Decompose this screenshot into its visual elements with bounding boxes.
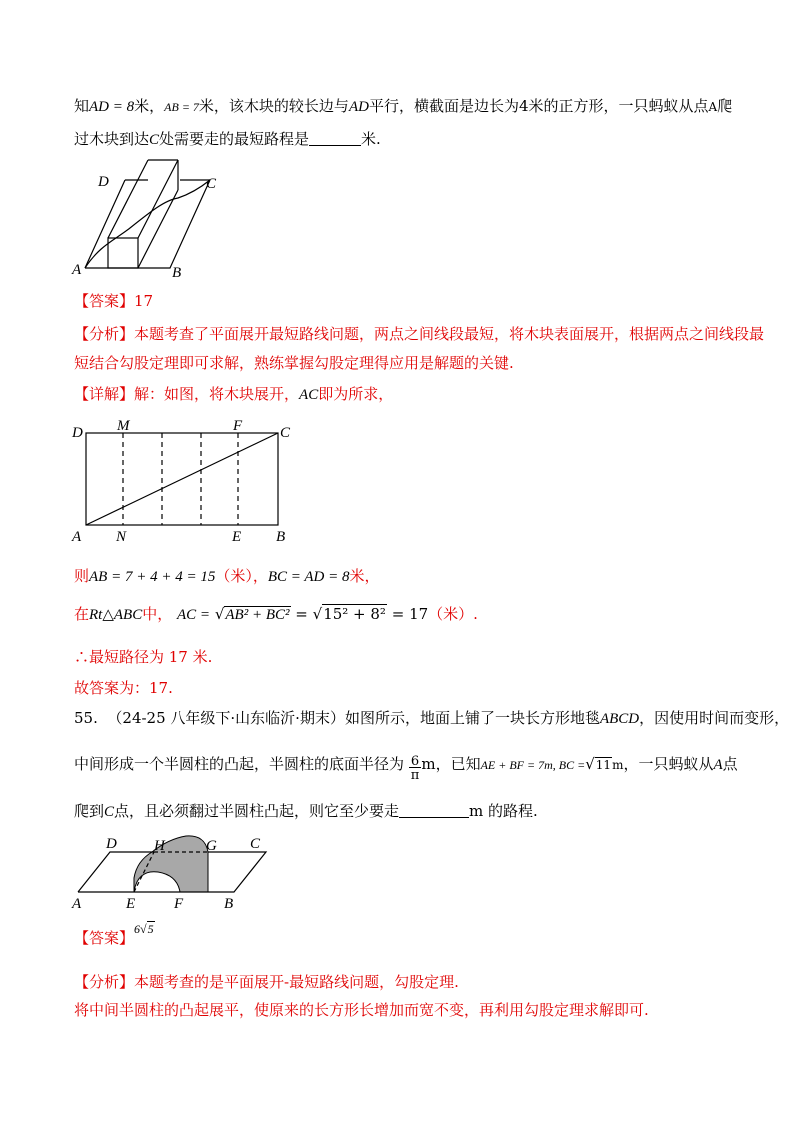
label-B: B: [224, 896, 234, 910]
label-E: E: [126, 896, 136, 910]
label-A: A: [72, 896, 82, 910]
q55-stem-line2: 中间形成一个半圆柱的凸起，半圆柱的底面半径为 $\frac{6}{\pi}m$，已知AE + BF = 7m, BC =√11m，一只蚂蚁从A点: [74, 754, 738, 783]
q54-analysis-line1: 【分析】本题考查了平面展开最短路线问题，两点之间线段最短，将木块表面展开，根据两点之间线段最: [74, 325, 765, 343]
q54-conclusion: ∴最短路径为 17 米.: [74, 648, 213, 666]
label-C: C: [250, 836, 261, 852]
label-C: C: [206, 176, 217, 192]
label-B: B: [276, 529, 286, 545]
q54-stem-line2: 过木块到达C处需要走的最短路程是 米.: [74, 130, 381, 148]
label-A: A: [72, 262, 82, 278]
q55-analysis: 【分析】本题考查的是平面展开-最短路线问题，勾股定理.: [74, 973, 459, 991]
q55-figure-carpet: [70, 830, 280, 910]
label-A: A: [72, 529, 82, 545]
q54-answer: 【答案】17: [74, 292, 154, 310]
label-B: B: [172, 265, 182, 280]
q55-note: 将中间半圆柱的凸起展平，使原来的长方形长增加而宽不变，再利用勾股定理求解即可.: [74, 1001, 649, 1019]
label-C: C: [280, 425, 291, 441]
q54-stem-line1: 知AD = 8米，AB = 7米，该木块的较长边与AD平行，横截面是边长为4米的正方形，一只蚂蚁从点A爬: [74, 97, 733, 115]
answer-blank: [309, 131, 361, 146]
radius-fraction: $\frac{6}{\pi}$: [410, 754, 420, 783]
label-F: F: [233, 418, 243, 434]
q54-figure-block: [70, 150, 230, 280]
q54-analysis-line2: 短结合勾股定理即可求解，熟练掌握勾股定理得应用是解题的关键.: [74, 354, 514, 372]
q54-detail: 【详解】解：如图，将木块展开，AC即为所求，: [74, 385, 394, 403]
q55-stem-line1: 55. （24-25 八年级下·山东临沂·期末）如图所示，地面上铺了一块长方形地毯ABCD，因使用时间而变形，: [74, 709, 790, 727]
label-G: G: [206, 838, 217, 854]
q54-final: 故答案为：17.: [74, 679, 173, 697]
label-H: H: [154, 838, 165, 854]
q55-stem-line3: 爬到C点，且必须翻过半圆柱凸起，则它至少要走 m 的路程.: [74, 802, 538, 820]
q54-calc1: 则AB = 7 + 4 + 4 = 15（米），BC = AD = 8米，: [74, 567, 380, 585]
label-M: M: [117, 418, 130, 434]
label-D: D: [106, 836, 117, 852]
label-D: D: [98, 174, 109, 190]
label-E: E: [232, 529, 242, 545]
q54-figure-unfolded: [70, 415, 300, 545]
label-D: D: [72, 425, 83, 441]
label-F: F: [174, 896, 184, 910]
q54-calc2: 在Rt△ABC中， AC = √AB² + BC² = √15² + 8² = 17（米）.: [74, 605, 478, 623]
answer-blank: [399, 803, 469, 818]
q55-answer: 【答案】$^{6√5}$: [74, 922, 154, 947]
label-N: N: [116, 529, 127, 545]
